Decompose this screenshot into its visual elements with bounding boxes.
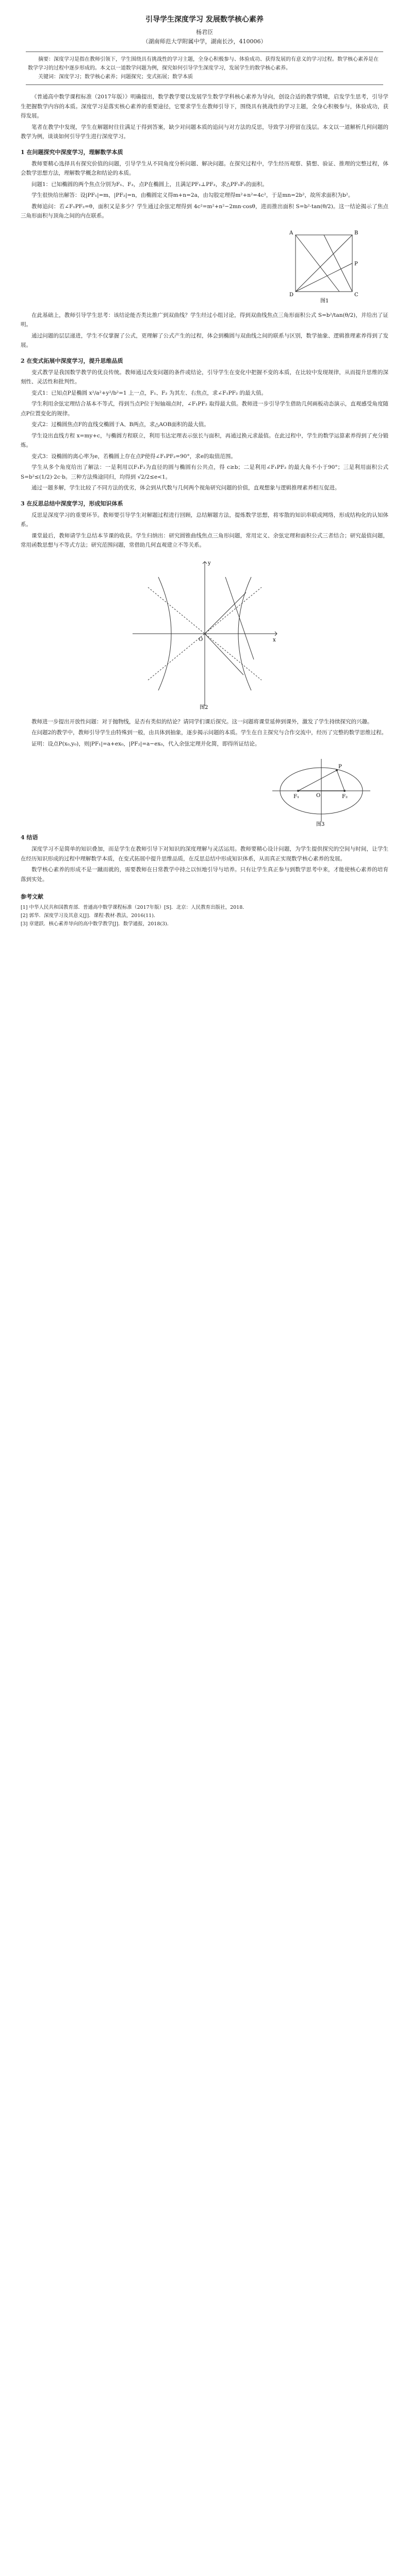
figure-2-diagram	[127, 556, 282, 711]
paragraph: 笔者在教学中发现，学生在解题时往往满足于得到答案，缺少对问题本质的追问与对方法的反思，导致学习停留在浅层。本文以一道解析几何问题的教学为例，谈谈如何引导学生进行深度学习。	[21, 124, 388, 140]
section-heading: 4 结语	[21, 834, 38, 841]
fig3-label-p: P	[338, 764, 342, 770]
paragraph: 通过问题的层层递进，学生不仅掌握了公式，更理解了公式产生的过程，体会到椭圆与双曲线之间的联系与区别，数学抽象、逻辑推理素养得到了发展。	[21, 332, 388, 348]
paragraph: 在问题2的教学中，教师引导学生由特殊到一般，由具体到抽象，逐步揭示问题的本质。学生在自主探究与合作交流中，经历了完整的数学思维过程。	[31, 730, 387, 736]
paragraph: 反思是深度学习的重要环节。教师要引导学生对解题过程进行回顾，总结解题方法，提炼数学思想，将零散的知识串联成网络，形成结构化的认知体系。	[21, 512, 388, 528]
figure-3-diagram	[270, 755, 373, 827]
fig1-label-c: C	[354, 292, 358, 298]
paragraph: 变式教学是我国数学教学的优良传统。教师通过改变问题的条件或结论，引导学生在变化中把握不变的本质，在比较中发现规律，从而提升思维的深刻性、灵活性和批判性。	[21, 369, 388, 385]
figure-1	[21, 227, 388, 304]
paragraph: 教师要精心选择具有探究价值的问题，引导学生从不同角度分析问题、解决问题。在探究过程中，学生经历观察、猜想、验证、推理的完整过程，体会数学思想方法，理解数学概念和结论的本质。	[21, 160, 388, 176]
section-2	[21, 311, 388, 350]
fig1-label-d: D	[289, 292, 294, 298]
fig2-label-y: y	[207, 560, 211, 566]
affiliation: （湖南师范大学附属中学，湖南长沙，410006）	[142, 38, 267, 45]
fig2-label-o: O	[198, 636, 203, 642]
fig1-caption: 图1	[320, 298, 329, 304]
fig3-label-f1: F₁	[293, 794, 299, 800]
point-p	[336, 769, 338, 771]
reference-item: [1] 中华人民共和国教育部．普通高中数学课程标准（2017年版）[S]．北京：人民教育出版社，2018．	[21, 905, 248, 910]
fig2-caption: 图2	[199, 704, 208, 710]
reference-item: [2] 郭华．深度学习及其意义[J]．课程·教材·教法，2016(11)．	[21, 913, 159, 919]
section-3	[21, 357, 388, 450]
paragraph: 学生利用余弦定理结合基本不等式，得到当点P位于短轴端点时，∠F₁PF₂ 取得最大值。教师进一步引导学生借助几何画板动态演示，直观感受角度随点P位置变化的规律。	[21, 401, 388, 417]
fig1-label-b: B	[354, 230, 358, 236]
section-1	[21, 148, 388, 221]
paragraph: 问题1：已知椭圆的两个焦点分别为F₁、F₂，点P在椭圆上，且满足PF₁⊥PF₂，求△PF₁F₂的面积。	[31, 181, 268, 188]
references-heading: 参考文献	[21, 893, 43, 900]
reference-item: [3] 章建跃．核心素养导向的高中数学教学[J]．数学通报，2018(3)．	[21, 921, 172, 927]
paragraph: 证明：设点P(x₀,y₀)，则|PF₁|=a+ex₀，|PF₂|=a−ex₀，代入余弦定理并化简，即得所证结论。	[31, 740, 260, 747]
focus-1-point	[297, 790, 299, 792]
paragraph: 课堂最后，教师请学生总结本节课的收获。学生归纳出：研究圆锥曲线焦点三角形问题，常用定义、余弦定理和面积公式三者结合；研究最值问题，常用函数思想与不等式方法；研究范围问题，常借助几何直观建立不等关系。	[21, 532, 388, 548]
section-heading: 1 在问题探究中深度学习，理解数学本质	[21, 148, 123, 156]
paragraph: 变式1：已知点P是椭圆 x²/a²+y²/b²=1 上一点，F₁、F₂ 为其左、右焦点，求∠F₁PF₂ 的最大值。	[31, 389, 267, 396]
keywords: 关键词：深度学习；数学核心素养；问题探究；变式拓展；数学本质	[38, 74, 193, 80]
article	[21, 14, 388, 928]
paragraph: 在此基础上，教师引导学生思考：该结论能否类比推广到双曲线？学生经过小组讨论，得到双曲线焦点三角形面积公式 S=b²/tan(θ/2)，并给出了证明。	[21, 312, 388, 328]
section-5	[21, 499, 388, 550]
section-4	[21, 452, 388, 493]
paragraph: 数学核心素养的形成不是一蹴而就的，需要教师在日常教学中持之以恒地引导与培养。只有让学生真正参与到数学思考中来，才能使核心素养的培育落到实处。	[21, 867, 388, 883]
abstract-box	[26, 52, 383, 85]
figure-2	[21, 556, 388, 711]
author: 杨君臣	[196, 29, 213, 36]
references	[21, 892, 388, 928]
fig1-label-p: P	[354, 261, 358, 267]
fig1-label-a: A	[289, 230, 293, 236]
paragraph: 变式2：过椭圆焦点F的直线交椭圆于A、B两点，求△AOB面积的最大值。	[31, 421, 209, 428]
section-heading: 2 在变式拓展中深度学习，提升思维品质	[21, 357, 123, 364]
fig3-caption: 图3	[316, 822, 325, 827]
section-7	[21, 833, 388, 884]
fig3-label-f2: F₂	[342, 794, 348, 800]
paragraph: 教师进一步提出开放性问题：对于抛物线，是否有类似的结论？请同学们课后探究。这一问题将课堂延伸到课外，激发了学生持续探究的兴趣。	[31, 718, 373, 725]
abstract: 摘要：深度学习是指在教师引领下，学生围绕具有挑战性的学习主题，全身心积极参与、体验成功、获得发展的有意义的学习过程。数学核心素养是在数学学习的过程中逐步形成的。本文以一道数学问题为例，探究如何引导学生深度学习，发展学生的数学核心素养。	[28, 57, 379, 71]
paragraph: 学生设出直线方程 x=my+c，与椭圆方程联立，利用韦达定理表示弦长与面积，再通过换元求最值。在此过程中，学生的数学运算素养得到了充分锻炼。	[21, 432, 388, 448]
paragraph: 教师追问：若∠F₁PF₂=θ，面积又是多少？学生通过余弦定理得到 4c²=m²+n²−2mn·cosθ，进而推出面积 S=b²·tan(θ/2)。这一结论揭示了焦点三角形面积与顶角之间的内在联系。	[21, 203, 388, 219]
paragraph: 通过一题多解，学生比较了不同方法的优劣，体会到从代数与几何两个视角研究问题的价值，直观想象与逻辑推理素养相互促进。	[31, 485, 340, 491]
section-heading: 3 在反思总结中深度学习，形成知识体系	[21, 500, 123, 507]
fig3-label-o: O	[316, 793, 321, 799]
section-6	[21, 717, 388, 749]
figure-1-diagram	[280, 227, 373, 304]
paragraph: 变式3：设椭圆的离心率为e，若椭圆上存在点P使得∠F₁PF₂=90°，求e的取值范围。	[31, 453, 236, 460]
section-0	[21, 92, 388, 142]
paragraph: 学生很快给出解答：设|PF₁|=m，|PF₂|=n，由椭圆定义得m+n=2a，由勾股定理得m²+n²=4c²，于是mn=2b²，故所求面积为b²。	[31, 192, 354, 198]
paragraph: 《普通高中数学课程标准（2017年版）》明确提出，数学教学要以发展学生数学学科核心素养为导向，创设合适的教学情境，启发学生思考，引导学生把握数学内容的本质。深度学习是落实核心素养的重要途径，它要求学生在教师引导下，围绕具有挑战性的学习主题，全身心积极参与，体验成功，获得发展。	[21, 94, 388, 119]
article-title: 引导学生深度学习 发展数学核心素养	[145, 15, 264, 24]
fig2-label-x: x	[272, 637, 276, 643]
figure-3	[21, 755, 388, 827]
paragraph: 深度学习不是简单的知识叠加，而是学生在教师引导下对知识的深度理解与灵活运用。教师要精心设计问题，为学生提供探究的空间与时间，让学生在经历知识形成的过程中理解数学本质，在变式拓展中提升思维品质，在反思总结中形成知识体系，从而真正实现数学核心素养的发展。	[21, 846, 388, 862]
paragraph: 学生从多个角度给出了解法：一是利用以F₁F₂为直径的圆与椭圆有公共点，得 c≥b；二是利用∠F₁PF₂ 的最大角不小于90°；三是利用面积公式 S=b²≤(1/2)·2c·b。三种方法殊途同归，均得到 √2/2≤e<1。	[21, 464, 388, 480]
focus-2-point	[343, 790, 346, 792]
